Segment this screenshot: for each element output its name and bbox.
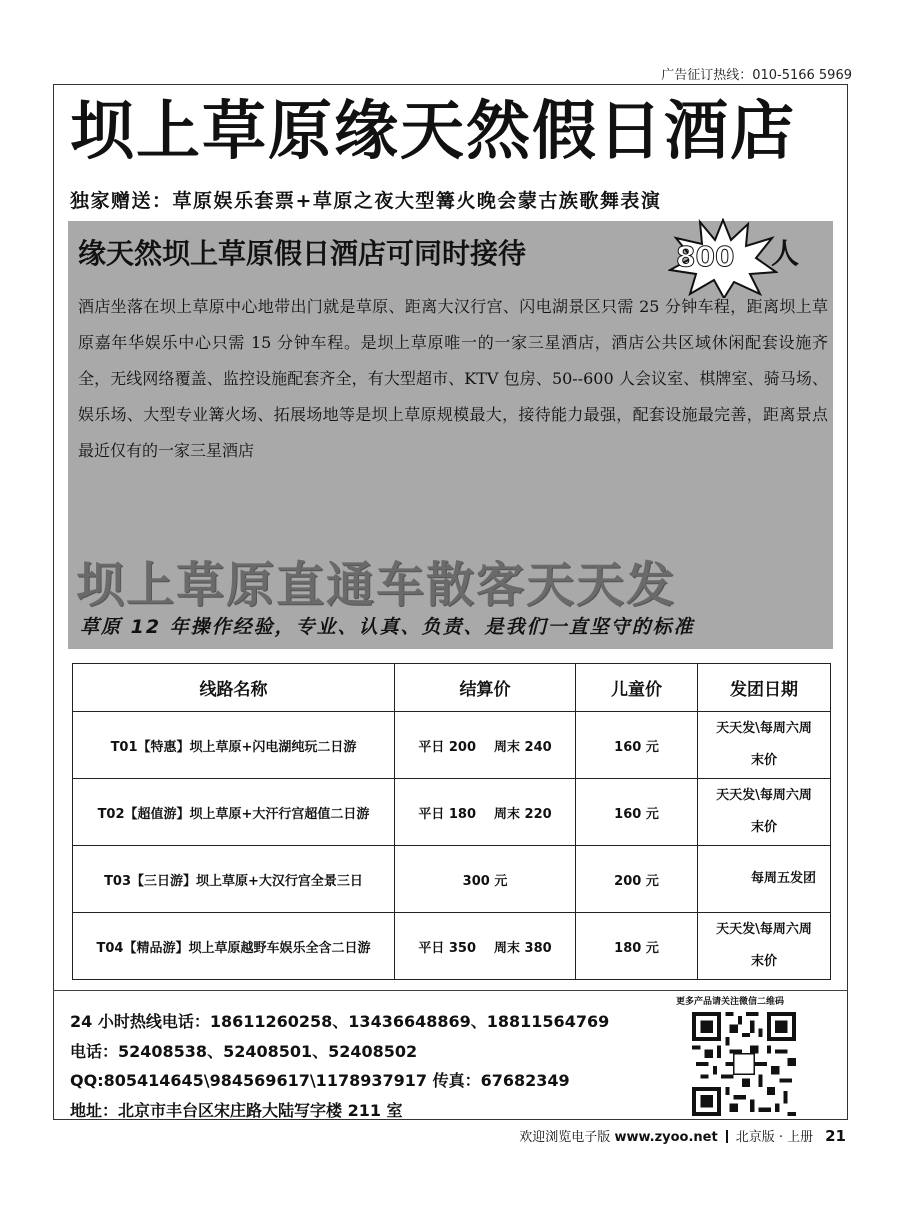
route-name: T02【超值游】坝上草原+大汗行宫超值二日游: [73, 779, 395, 846]
route-child-price: 160 元: [576, 779, 698, 846]
route-dates: 天天发\每周六周 末价: [698, 913, 831, 980]
table-header-row: [73, 664, 831, 712]
qr-caption: 更多产品请关注微信二维码: [676, 997, 785, 1007]
header-route-name: 线路名称: [73, 664, 395, 712]
daily-departure-banner: 坝上草原直通车散客天天发: [76, 557, 677, 613]
route-name: T04【精品游】坝上草原越野车娱乐全含二日游: [73, 913, 395, 980]
header-departure-date: 发团日期: [698, 664, 831, 712]
hotline-numbers: 24 小时热线电话：18611260258、13436648869、18811564769: [70, 1012, 610, 1031]
route-child-price: 180 元: [576, 913, 698, 980]
table-row: [73, 779, 831, 846]
footer-separator: [726, 1130, 728, 1143]
ad-hotline: 广告征订热线：010-5166 5969: [661, 68, 852, 83]
table-row: [73, 913, 831, 980]
contact-block: [70, 1007, 609, 1125]
browse-label: 欢迎浏览电子版: [519, 1130, 611, 1145]
route-child-price: 200 元: [576, 846, 698, 913]
route-dates: 天天发\每周六周 末价: [698, 712, 831, 779]
page-footer: [519, 1126, 846, 1145]
address: 地址：北京市丰台区宋庄路大陆写字楼 211 室: [70, 1100, 403, 1120]
capacity-unit: 人: [771, 237, 800, 270]
qq-fax: QQ:805414645\984569617\1178937917 传真：67682349: [70, 1071, 570, 1090]
page-number: 21: [825, 1127, 846, 1145]
table-row: [73, 712, 831, 779]
gift-line: 独家赠送：草原娱乐套票+草原之夜大型篝火晚会蒙古族歌舞表演: [70, 190, 662, 212]
header-child-price: 儿童价: [576, 664, 698, 712]
website-link[interactable]: www.zyoo.net: [614, 1130, 718, 1145]
route-price: 平日 350 周末 380: [395, 913, 576, 980]
capacity-number: 800: [676, 240, 735, 273]
hotel-title: 坝上草原缘天然假日酒店: [70, 94, 796, 169]
route-price: 300 元: [395, 846, 576, 913]
route-child-price: 160 元: [576, 712, 698, 779]
route-dates: 天天发\每周六周 末价: [698, 779, 831, 846]
route-table: [72, 663, 831, 980]
wechat-qr-code-icon: [692, 1012, 796, 1116]
route-price: 平日 200 周末 240: [395, 712, 576, 779]
route-price: 平日 180 周末 220: [395, 779, 576, 846]
header-price: 结算价: [395, 664, 576, 712]
capacity-headline: 缘天然坝上草原假日酒店可同时接待: [78, 237, 527, 270]
section-divider: [53, 990, 848, 991]
hotel-description: 酒店坐落在坝上草原中心地带出门就是草原、距离大汉行宫、闪电湖景区只需 25 分钟车程，距离坝上草原嘉年华娱乐中心只需 15 分钟车程。是坝上草原唯一的一家三星酒店，酒店公共区域休闲配套设施齐全，无线网络覆盖、监控设施配套齐全，有大型超市、KTV 包房、50--600 人会议室、棋牌室、骑马场、娱乐场、大型专业篝火场、拓展场地等是坝上草原规模最大，接待能力最强，配套设施最完善，距离景点最近仅有的一家三星酒店: [78, 297, 828, 460]
route-dates: 每周五发团: [698, 846, 831, 913]
slogan: 草原 12 年操作经验，专业、认真、负责、是我们一直坚守的标准: [80, 616, 695, 638]
route-name: T03【三日游】坝上草原+大汉行宫全景三日: [73, 846, 395, 913]
route-name: T01【特惠】坝上草原+闪电湖纯玩二日游: [73, 712, 395, 779]
phone-numbers: 电话：52408538、52408501、52408502: [70, 1041, 418, 1061]
edition-label: 北京版 · 上册: [735, 1130, 814, 1145]
table-row: [73, 846, 831, 913]
